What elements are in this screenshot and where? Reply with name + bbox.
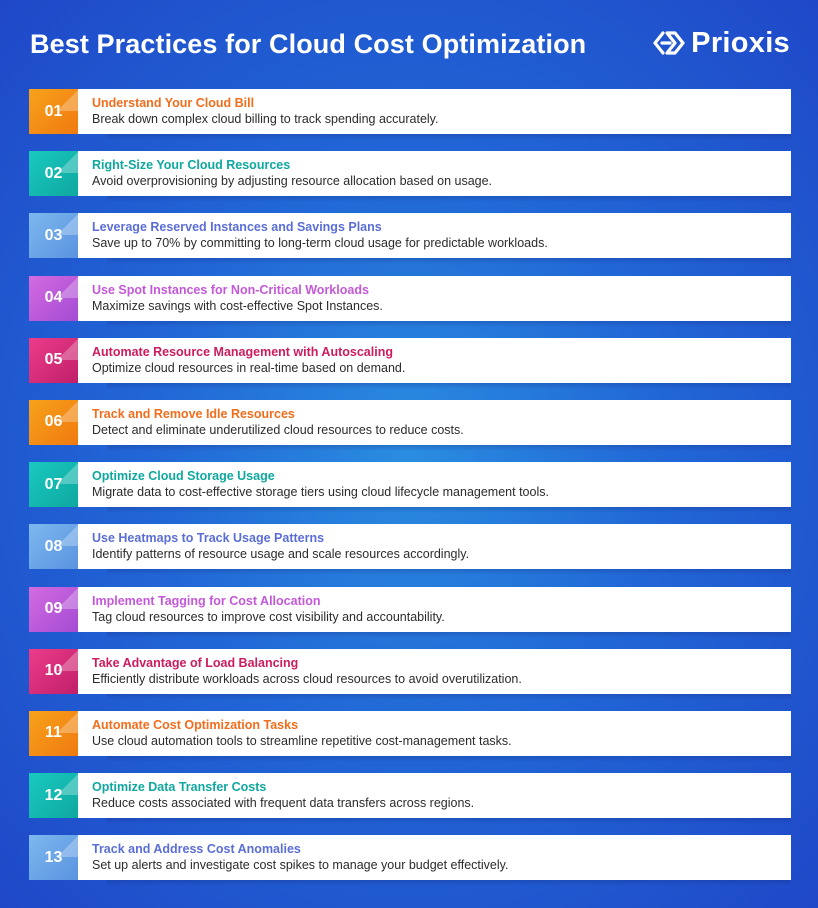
badge-fold-decoration (57, 276, 79, 298)
practice-description: Maximize savings with cost-effective Spot Instances. (92, 298, 383, 313)
practice-card (78, 649, 791, 694)
practice-number: 02 (44, 164, 63, 182)
badge-fold-decoration (57, 587, 79, 609)
header (30, 27, 790, 67)
badge-fold-decoration (57, 338, 79, 360)
practice-description: Optimize cloud resources in real-time based on demand. (92, 360, 406, 375)
practice-description: Efficiently distribute workloads across cloud resources to avoid overutilization. (92, 671, 522, 686)
practice-title: Track and Remove Idle Resources (92, 406, 295, 421)
practice-number: 11 (45, 724, 62, 742)
practice-title: Automate Resource Management with Autoscaling (92, 344, 393, 359)
practice-title: Track and Address Cost Anomalies (92, 842, 301, 857)
badge-fold-decoration (57, 89, 79, 111)
practice-item (29, 462, 791, 507)
practice-card (78, 89, 791, 134)
practice-description: Set up alerts and investigate cost spikes to manage your budget effectively. (92, 858, 509, 873)
practice-number-badge (29, 524, 78, 569)
practice-number: 04 (44, 289, 63, 307)
badge-fold-decoration (57, 151, 79, 173)
practice-card (78, 587, 791, 632)
practice-number-badge (29, 773, 78, 818)
practice-item (29, 524, 791, 569)
practice-card (78, 835, 791, 880)
badge-fold-decoration (57, 524, 79, 546)
practice-card (78, 711, 791, 756)
practice-number-badge (29, 711, 78, 756)
practice-description: Break down complex cloud billing to track spending accurately. (92, 112, 439, 126)
practice-item (29, 773, 791, 818)
practice-description: Reduce costs associated with frequent data transfers across regions. (92, 796, 475, 811)
brand-logo (653, 27, 790, 59)
practice-number-badge (29, 649, 78, 694)
badge-fold-decoration (57, 649, 79, 671)
practice-title: Optimize Cloud Storage Usage (92, 469, 275, 484)
practice-card (78, 338, 791, 383)
practice-number: 12 (44, 786, 63, 804)
practice-title: Understand Your Cloud Bill (92, 96, 255, 110)
practice-title: Leverage Reserved Instances and Savings Plans (92, 220, 382, 235)
practice-card (78, 524, 791, 569)
brand-name: Prioxis (691, 26, 790, 59)
practice-number: 01 (44, 102, 63, 120)
badge-fold-decoration (57, 773, 79, 795)
badge-fold-decoration (57, 213, 79, 235)
practice-card (78, 276, 791, 321)
practice-item (29, 711, 791, 756)
practice-description: Tag cloud resources to improve cost visibility and accountability. (92, 609, 445, 624)
practice-title: Use Heatmaps to Track Usage Patterns (92, 531, 325, 546)
practice-number-badge (29, 338, 78, 383)
practice-item (29, 400, 791, 445)
practice-number: 10 (44, 662, 63, 680)
badge-fold-decoration (57, 835, 79, 857)
practice-number: 08 (44, 537, 63, 555)
practice-item (29, 649, 791, 694)
page-title: Best Practices for Cloud Cost Optimization (30, 29, 587, 59)
practice-description: Detect and eliminate underutilized cloud resources to reduce costs. (92, 422, 464, 437)
badge-fold-decoration (57, 462, 79, 484)
practice-item (29, 587, 791, 632)
practice-description: Migrate data to cost-effective storage tiers using cloud lifecycle management tools. (92, 485, 549, 500)
practice-list (29, 89, 791, 897)
practice-item (29, 338, 791, 383)
practice-item (29, 151, 791, 196)
badge-fold-decoration (57, 711, 79, 733)
practice-item (29, 213, 791, 258)
practice-number: 06 (44, 413, 63, 431)
practice-card (78, 400, 791, 445)
practice-description: Save up to 70% by committing to long-term cloud usage for predictable workloads. (92, 236, 548, 251)
practice-title: Use Spot Instances for Non-Critical Workloads (92, 282, 369, 297)
practice-item (29, 835, 791, 880)
practice-card (78, 462, 791, 507)
practice-card (78, 213, 791, 258)
practice-item (29, 89, 791, 134)
practice-number-badge (29, 151, 78, 196)
practice-title: Implement Tagging for Cost Allocation (92, 593, 321, 608)
practice-description: Use cloud automation tools to streamline repetitive cost-management tasks. (92, 733, 512, 748)
practice-title: Right-Size Your Cloud Resources (92, 158, 291, 173)
practice-description: Identify patterns of resource usage and scale resources accordingly. (92, 547, 470, 562)
practice-number-badge (29, 462, 78, 507)
practice-number-badge (29, 276, 78, 321)
practice-title: Take Advantage of Load Balancing (92, 655, 299, 670)
practice-title: Optimize Data Transfer Costs (92, 780, 267, 795)
practice-title: Automate Cost Optimization Tasks (92, 717, 299, 732)
practice-card (78, 151, 791, 196)
badge-fold-decoration (57, 400, 79, 422)
practice-number: 13 (44, 848, 63, 866)
practice-number-badge (29, 213, 78, 258)
practice-description: Avoid overprovisioning by adjusting resource allocation based on usage. (92, 174, 493, 189)
practice-number: 05 (44, 351, 63, 369)
practice-number-badge (29, 400, 78, 445)
practice-number-badge (29, 89, 78, 134)
practice-number-badge (29, 587, 78, 632)
practice-card (78, 773, 791, 818)
practice-number: 03 (44, 226, 63, 244)
practice-number: 09 (44, 600, 63, 617)
practice-number-badge (29, 835, 78, 880)
practice-number: 07 (44, 475, 63, 493)
diamond-logo-icon (653, 29, 685, 57)
practice-item (29, 276, 791, 321)
